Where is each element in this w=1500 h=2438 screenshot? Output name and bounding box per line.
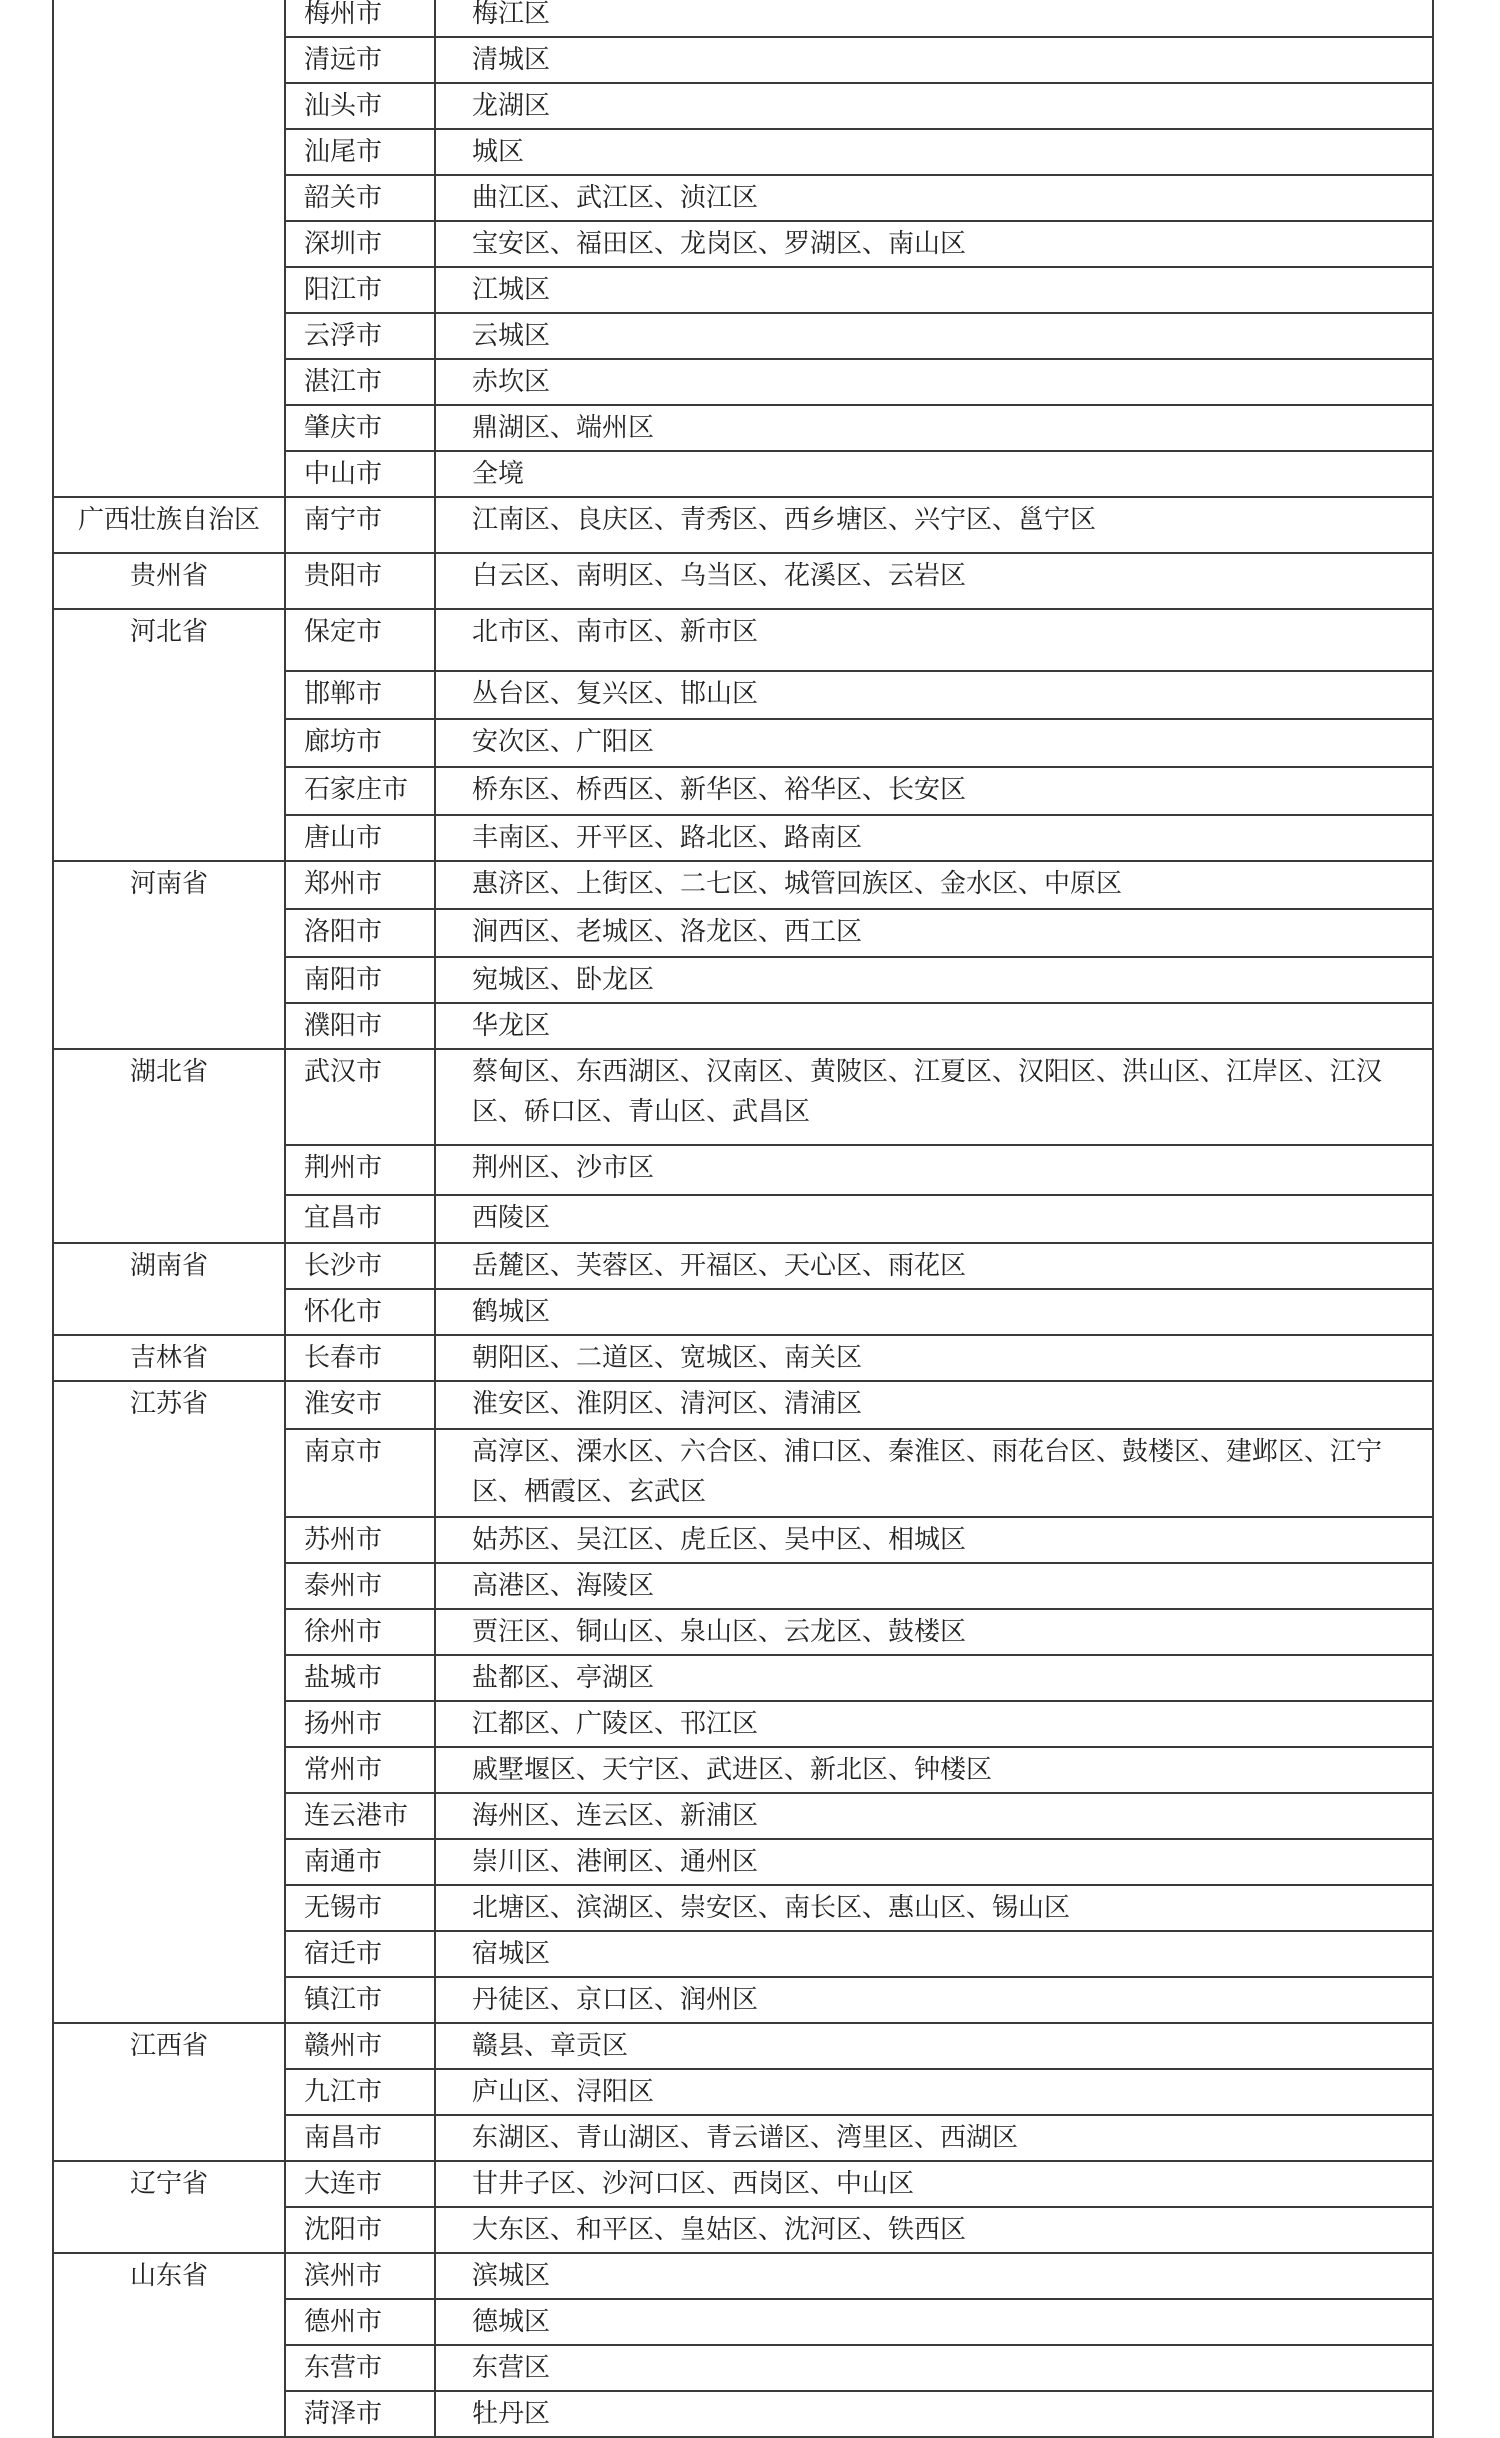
province-cell: 贵州省 [53,553,285,609]
districts-cell: 梅江区 [435,0,1433,37]
districts-cell: 崇川区、港闸区、通州区 [435,1839,1433,1885]
districts-cell: 赤坎区 [435,359,1433,405]
city-cell: 东营市 [285,2345,435,2391]
districts-cell: 德城区 [435,2299,1433,2345]
table-row [53,2023,1433,2069]
city-cell: 南京市 [285,1429,435,1517]
table-row [53,2161,1433,2207]
city-cell: 中山市 [285,451,435,497]
city-cell: 深圳市 [285,221,435,267]
districts-cell: 龙湖区 [435,83,1433,129]
districts-cell: 宛城区、卧龙区 [435,957,1433,1003]
table-row [53,2253,1433,2299]
city-cell: 大连市 [285,2161,435,2207]
districts-cell: 蔡甸区、东西湖区、汉南区、黄陂区、江夏区、汉阳区、洪山区、江岸区、江汉区、硚口区、青山区、武昌区 [435,1049,1433,1145]
table-row [53,1049,1433,1145]
districts-cell: 北塘区、滨湖区、崇安区、南长区、惠山区、锡山区 [435,1885,1433,1931]
city-cell: 德州市 [285,2299,435,2345]
city-cell: 连云港市 [285,1793,435,1839]
districts-cell: 赣县、章贡区 [435,2023,1433,2069]
city-cell: 郑州市 [285,861,435,909]
districts-cell: 海州区、连云区、新浦区 [435,1793,1433,1839]
table-row [53,1243,1433,1289]
districts-cell: 滨城区 [435,2253,1433,2299]
city-cell: 南宁市 [285,497,435,553]
districts-cell: 东湖区、青山湖区、青云谱区、湾里区、西湖区 [435,2115,1433,2161]
province-cell: 河北省 [53,609,285,861]
districts-cell: 戚墅堰区、天宁区、武进区、新北区、钟楼区 [435,1747,1433,1793]
table-row [53,609,1433,671]
districts-cell: 江城区 [435,267,1433,313]
city-cell: 长沙市 [285,1243,435,1289]
city-cell: 邯郸市 [285,671,435,719]
table-row [53,1381,1433,1429]
city-cell: 韶关市 [285,175,435,221]
districts-cell: 全境 [435,451,1433,497]
districts-cell: 安次区、广阳区 [435,719,1433,767]
districts-cell: 涧西区、老城区、洛龙区、西工区 [435,909,1433,957]
districts-cell: 盐都区、亭湖区 [435,1655,1433,1701]
city-cell: 常州市 [285,1747,435,1793]
province-cell [53,0,285,497]
districts-cell: 高淳区、溧水区、六合区、浦口区、秦淮区、雨花台区、鼓楼区、建邺区、江宁区、栖霞区、玄武区 [435,1429,1433,1517]
districts-cell: 东营区 [435,2345,1433,2391]
districts-cell: 白云区、南明区、乌当区、花溪区、云岩区 [435,553,1433,609]
city-cell: 宿迁市 [285,1931,435,1977]
city-cell: 清远市 [285,37,435,83]
region-table [52,0,1434,2438]
city-cell: 南通市 [285,1839,435,1885]
city-cell: 肇庆市 [285,405,435,451]
districts-cell: 城区 [435,129,1433,175]
districts-cell: 大东区、和平区、皇姑区、沈河区、铁西区 [435,2207,1433,2253]
table-row [53,497,1433,553]
districts-cell: 云城区 [435,313,1433,359]
province-cell: 吉林省 [53,1335,285,1381]
city-cell: 长春市 [285,1335,435,1381]
city-cell: 南昌市 [285,2115,435,2161]
districts-cell: 朝阳区、二道区、宽城区、南关区 [435,1335,1433,1381]
city-cell: 武汉市 [285,1049,435,1145]
districts-cell: 江都区、广陵区、邗江区 [435,1701,1433,1747]
districts-cell: 丛台区、复兴区、邯山区 [435,671,1433,719]
city-cell: 梅州市 [285,0,435,37]
city-cell: 九江市 [285,2069,435,2115]
districts-cell: 岳麓区、芙蓉区、开福区、天心区、雨花区 [435,1243,1433,1289]
table-row [53,0,1433,37]
districts-cell: 宿城区 [435,1931,1433,1977]
city-cell: 汕尾市 [285,129,435,175]
city-cell: 徐州市 [285,1609,435,1655]
city-cell: 怀化市 [285,1289,435,1335]
province-cell: 湖南省 [53,1243,285,1335]
city-cell: 南阳市 [285,957,435,1003]
province-cell: 河南省 [53,861,285,1049]
districts-cell: 丰南区、开平区、路北区、路南区 [435,815,1433,861]
city-cell: 淮安市 [285,1381,435,1429]
districts-cell: 江南区、良庆区、青秀区、西乡塘区、兴宁区、邕宁区 [435,497,1433,553]
city-cell: 滨州市 [285,2253,435,2299]
city-cell: 石家庄市 [285,767,435,815]
city-cell: 湛江市 [285,359,435,405]
province-cell: 湖北省 [53,1049,285,1243]
city-cell: 保定市 [285,609,435,671]
districts-cell: 牡丹区 [435,2391,1433,2437]
city-cell: 贵阳市 [285,553,435,609]
districts-cell: 华龙区 [435,1003,1433,1049]
districts-cell: 高港区、海陵区 [435,1563,1433,1609]
districts-cell: 甘井子区、沙河口区、西岗区、中山区 [435,2161,1433,2207]
districts-cell: 北市区、南市区、新市区 [435,609,1433,671]
districts-cell: 清城区 [435,37,1433,83]
table-row [53,1335,1433,1381]
city-cell: 云浮市 [285,313,435,359]
districts-cell: 贾汪区、铜山区、泉山区、云龙区、鼓楼区 [435,1609,1433,1655]
province-cell: 江苏省 [53,1381,285,2023]
city-cell: 沈阳市 [285,2207,435,2253]
city-cell: 荆州市 [285,1145,435,1195]
city-cell: 廊坊市 [285,719,435,767]
districts-cell: 惠济区、上街区、二七区、城管回族区、金水区、中原区 [435,861,1433,909]
districts-cell: 鼎湖区、端州区 [435,405,1433,451]
city-cell: 菏泽市 [285,2391,435,2437]
districts-cell: 丹徒区、京口区、润州区 [435,1977,1433,2023]
city-cell: 赣州市 [285,2023,435,2069]
province-cell: 广西壮族自治区 [53,497,285,553]
districts-cell: 曲江区、武江区、浈江区 [435,175,1433,221]
city-cell: 扬州市 [285,1701,435,1747]
city-cell: 苏州市 [285,1517,435,1563]
city-cell: 阳江市 [285,267,435,313]
districts-cell: 淮安区、淮阴区、清河区、清浦区 [435,1381,1433,1429]
districts-cell: 荆州区、沙市区 [435,1145,1433,1195]
districts-cell: 桥东区、桥西区、新华区、裕华区、长安区 [435,767,1433,815]
city-cell: 镇江市 [285,1977,435,2023]
province-cell: 山东省 [53,2253,285,2437]
city-cell: 洛阳市 [285,909,435,957]
districts-cell: 庐山区、浔阳区 [435,2069,1433,2115]
city-cell: 泰州市 [285,1563,435,1609]
table-row [53,861,1433,909]
districts-cell: 鹤城区 [435,1289,1433,1335]
city-cell: 汕头市 [285,83,435,129]
table-row [53,553,1433,609]
city-cell: 宜昌市 [285,1195,435,1243]
city-cell: 无锡市 [285,1885,435,1931]
districts-cell: 西陵区 [435,1195,1433,1243]
province-cell: 辽宁省 [53,2161,285,2253]
districts-cell: 姑苏区、吴江区、虎丘区、吴中区、相城区 [435,1517,1433,1563]
city-cell: 濮阳市 [285,1003,435,1049]
province-cell: 江西省 [53,2023,285,2161]
districts-cell: 宝安区、福田区、龙岗区、罗湖区、南山区 [435,221,1433,267]
city-cell: 盐城市 [285,1655,435,1701]
city-cell: 唐山市 [285,815,435,861]
